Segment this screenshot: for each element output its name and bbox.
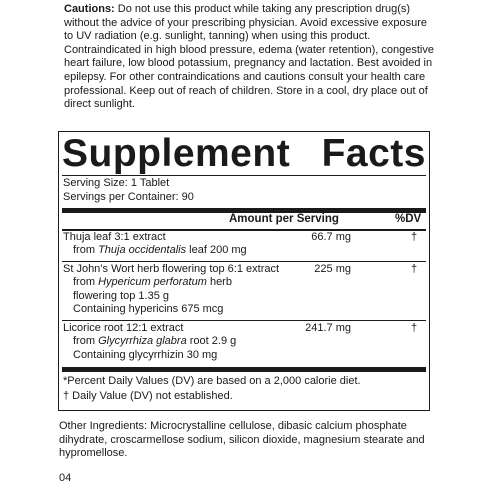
facts-title-right: Facts [321, 132, 426, 175]
ingredient-row [63, 231, 247, 258]
cautions-label: Cautions: [64, 3, 115, 15]
ingredient-amount: 66.7 mg [311, 231, 351, 243]
ingredient-source-cont: flowering top 1.35 g [73, 289, 170, 302]
ingredient-source: from Hypericum perforatum herb [73, 276, 232, 289]
ingredient-name: Thuja leaf 3:1 extract [63, 231, 166, 243]
lot-code: 04 [59, 472, 72, 484]
other-ingredients: Other Ingredients: Microcrystalline cellulose, dibasic calcium phosphate dihydrate, croscarmellose sodium, silicon dioxide, magnesium stearate and hypromellose. [59, 420, 425, 460]
ingredient-dv: † [411, 231, 418, 243]
ingredient-name: Licorice root 12:1 extract [63, 322, 184, 334]
footnote-dv-not-established: † Daily Value (DV) not established. [63, 390, 233, 402]
ingredient-source: from Thuja occidentalis leaf 200 mg [73, 244, 247, 257]
serving-size: Serving Size: 1 Tablet [63, 177, 170, 189]
ingredient-row [63, 263, 279, 317]
ingredient-marker: Containing hypericins 675 mcg [73, 303, 224, 316]
ingredient-source: from Glycyrrhiza glabra root 2.9 g [73, 335, 237, 348]
cautions-paragraph [64, 3, 434, 112]
divider-thick [62, 367, 426, 372]
cautions-text: Do not use this product while taking any prescription drug(s) without the advice of your prescribing physician. Avoid excessive exposure to UV radiation (e.g. sunlight, tanning) when using this product. Contraindicated in high blood pressure, edema (water retention), congestive heart failure, low blood potassium, pregnancy and lactation. Best avoided in epilepsy. For other contraindications and cautions consult your health care professional. Keep out of reach of children. Store in a cool, dry place out of direct sunlight. [64, 3, 434, 111]
amount-header: Amount per Serving [229, 213, 339, 225]
ingredient-dv: † [411, 263, 418, 275]
divider [62, 320, 426, 321]
ingredient-dv: † [411, 322, 418, 334]
ingredient-amount: 225 mg [314, 263, 351, 275]
servings-per-container: Servings per Container: 90 [63, 191, 194, 203]
dv-header: %DV [395, 213, 422, 225]
divider [62, 261, 426, 262]
ingredient-row [63, 322, 236, 362]
ingredient-marker: Containing glycyrrhizin 30 mg [73, 348, 218, 361]
footnote-percent-dv: *Percent Daily Values (DV) are based on a 2,000 calorie diet. [63, 375, 361, 387]
supplement-facts-panel [58, 131, 430, 411]
ingredient-name: St John’s Wort herb flowering top 6:1 extract [63, 263, 280, 275]
facts-title [62, 132, 426, 176]
facts-title-left: Supplement [62, 132, 291, 175]
ingredient-amount: 241.7 mg [305, 322, 351, 334]
